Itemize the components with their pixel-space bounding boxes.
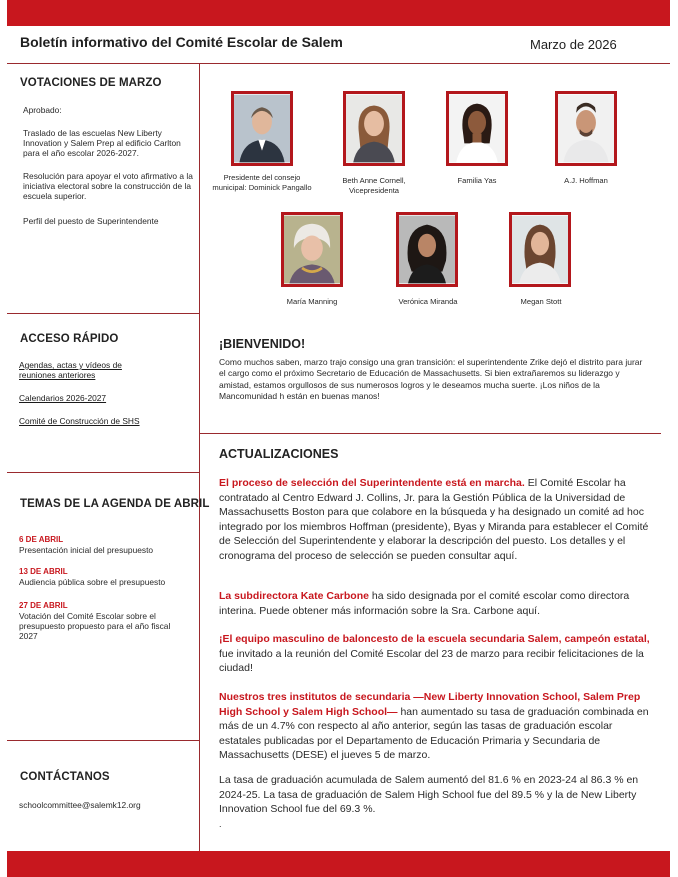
member-photo: [281, 212, 343, 287]
contact-heading: CONTÁCTANOS: [20, 771, 110, 783]
member-caption: Presidente del consejo municipal: Dominick Pangallo: [212, 173, 312, 192]
trailing-mark: .: [219, 819, 222, 829]
member-caption: A.J. Hoffman: [564, 176, 608, 185]
update-paragraph: [219, 773, 651, 817]
sidebar-divider-2: [7, 472, 199, 473]
agenda-item-text: Votación del Comité Escolar sobre el presupuesto propuesto para el año fiscal 2027: [19, 611, 171, 642]
update-paragraph: [219, 690, 651, 763]
vote-item: Resolución para apoyar el voto afirmativo a la iniciativa electoral sobre la construcción de la escuela superior.: [23, 171, 193, 202]
agenda-date: 6 DE ABRIL: [19, 535, 64, 544]
update-paragraph: [219, 632, 651, 676]
member-photo: [555, 91, 617, 166]
agenda-item-text: Audiencia pública sobre el presupuesto: [19, 577, 166, 587]
agenda-date: 13 DE ABRIL: [19, 567, 68, 576]
member-photo: [343, 91, 405, 166]
votes-approved-label: Aprobado:: [23, 105, 62, 115]
update-lead: El proceso de selección del Superintendente está en marcha.: [219, 477, 525, 489]
updates-heading: ACTUALIZACIONES: [219, 447, 339, 461]
header-divider: [7, 63, 670, 64]
member-caption: Megan Stott: [520, 297, 562, 306]
column-divider: [199, 64, 200, 851]
welcome-text: Como muchos saben, marzo trajo consigo una gran transición: el superintendente Zrike dejó el distrito para jurar el cargo como el próximo Secretario de Educación de Massachusetts. Si bien extrañaremos su liderazgo y amistad, estamos orgullosos de sus numerosos logros y le deseamos mucha suerte. ¡Los niños de la Mancomunidad h están en buenas manos!: [219, 357, 643, 402]
agenda-date: 27 DE ABRIL: [19, 601, 68, 610]
link-calendars[interactable]: Calendarios 2026-2027: [19, 393, 107, 403]
update-paragraph: [219, 476, 651, 563]
update-lead: Nuestros tres institutos de secundaria —New Liberty Innovation School, Salem Prep High School y Salem High School—: [219, 691, 641, 718]
update-text: El Comité Escolar ha contratado al Centro Edward J. Collins, Jr. para la Gestión Pública de la Universidad de Massachusetts Boston para que colabore en la búsqueda y ha designado un comité ad hoc integrado por los miembros Hoffman (presidente), Byas y Miranda para establecer el Comité de Selección del Superintendente y elaborar la descripción del puesto. Los detalles y el cronograma del proceso de selección se pueden consultar aquí.: [219, 477, 649, 562]
update-text: La tasa de graduación acumulada de Salem aumentó del 81.6 % en 2023-24 al 86.3 % en 2024-25. La tasa de graduación de Salem High School fue del 89.5 % y la de New Liberty Innovation School fue del 69.3 %.: [219, 774, 639, 815]
sidebar-divider-3: [7, 740, 199, 741]
votes-heading: VOTACIONES DE MARZO: [20, 77, 162, 89]
link-shs-building-committee[interactable]: Comité de Construcción de SHS: [19, 416, 140, 426]
agenda-item-text: Presentación inicial del presupuesto: [19, 545, 154, 555]
member-photo: [396, 212, 458, 287]
main-divider: [200, 433, 661, 434]
member-caption: María Manning: [286, 297, 338, 306]
quick-access-heading: ACCESO RÁPIDO: [20, 333, 119, 345]
link-past-meetings[interactable]: Agendas, actas y vídeos de reuniones anteriores: [19, 360, 122, 381]
bottom-banner: [7, 851, 670, 877]
agenda-heading: TEMAS DE LA AGENDA DE ABRIL: [20, 498, 210, 510]
vote-item: Traslado de las escuelas New Liberty Innovation y Salem Prep al edificio Carlton para el año escolar 2026-2027.: [23, 128, 181, 159]
member-photo: [446, 91, 508, 166]
member-caption: Verónica Miranda: [398, 297, 458, 306]
welcome-heading: ¡BIENVENIDO!: [219, 337, 306, 351]
update-text: fue invitado a la reunión del Comité Escolar del 23 de marzo para recibir felicitaciones de la ciudad!: [219, 647, 644, 674]
newsletter-date: Marzo de 2026: [530, 37, 617, 52]
member-caption: Familia Yas: [457, 176, 497, 185]
top-banner: [7, 0, 670, 26]
contact-email-link[interactable]: schoolcommittee@salemk12.org: [19, 800, 141, 810]
member-photo: [509, 212, 571, 287]
update-lead: ¡El equipo masculino de baloncesto de la escuela secundaria Salem, campeón estatal,: [219, 633, 650, 645]
sidebar-divider-1: [7, 313, 199, 314]
update-paragraph: [219, 589, 651, 618]
newsletter-title: Boletín informativo del Comité Escolar de Salem: [20, 34, 343, 50]
vote-item: Perfil del puesto de Superintendente: [23, 216, 159, 226]
member-caption: Beth Anne Cornell, Vicepresidenta: [342, 176, 406, 195]
update-text: han aumentado su tasa de graduación combinada en más de un 4.7% con respecto al año anterior, según las tasas de graduación escolar estatales publicadas por el Departamento de Educación Primaria y Secundaria de Massachusetts (DESE) el jueves 5 de marzo.: [219, 705, 649, 761]
member-photo: [231, 91, 293, 166]
update-text: ha sido designada por el comité escolar como directora interina. Puede obtener más información sobre la Sra. Carbone aquí.: [219, 590, 630, 617]
update-lead: La subdirectora Kate Carbone: [219, 590, 369, 602]
